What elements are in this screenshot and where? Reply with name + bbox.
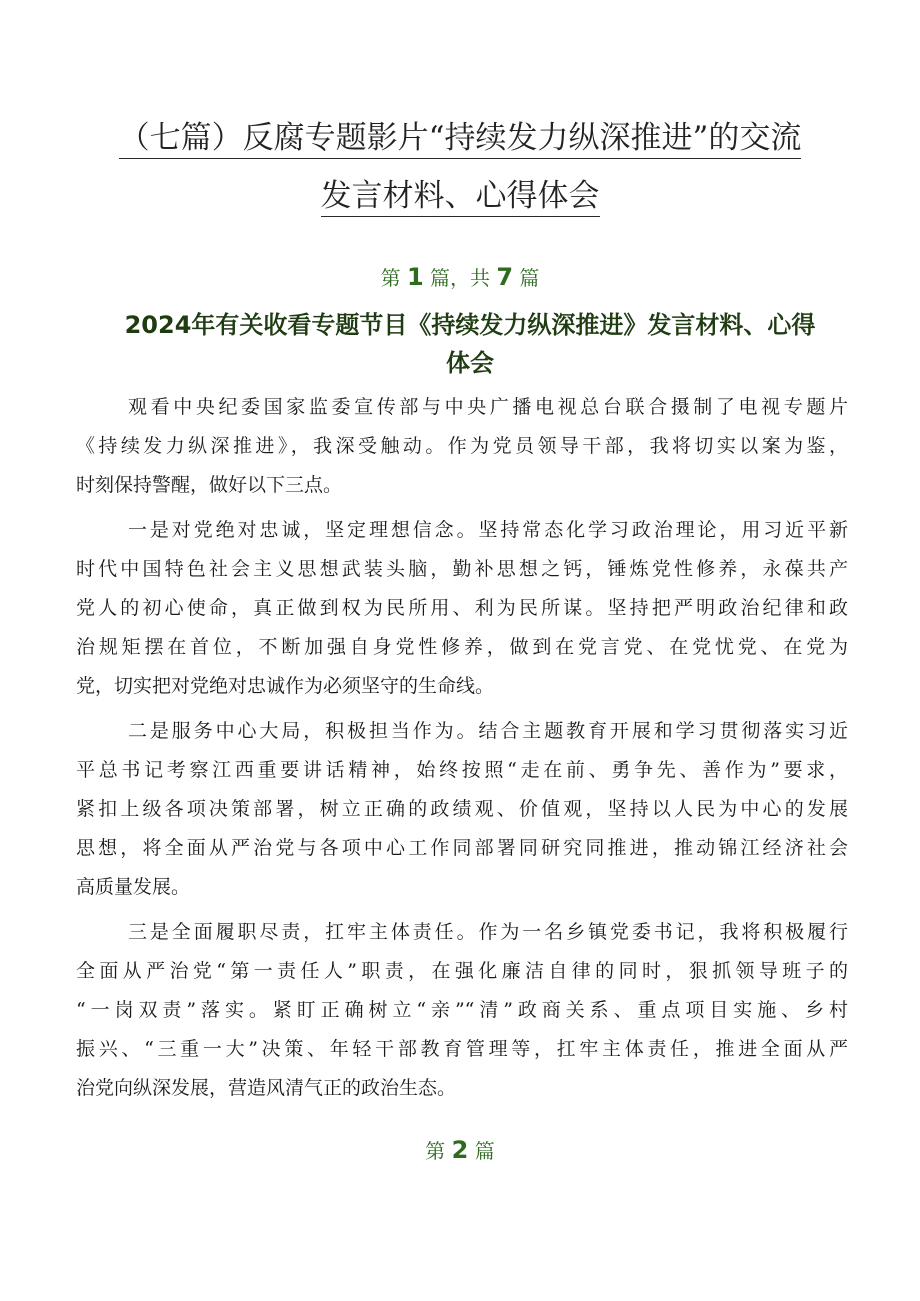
paragraph-line: “一岗双责”落实。紧盯正确树立“亲”“清”政商关系、重点项目实施、乡村 [76,999,848,1021]
paragraph-line: 紧扣上级各项决策部署，树立正确的政绩观、价值观，坚持以人民为中心的发展 [76,798,848,820]
section-suffix: 篇 [474,1139,495,1163]
paragraph-line: 《持续发力纵深推进》，我深受触动。作为党员领导干部，我将切实以案为鉴， [76,435,848,457]
document-title-line: 发言材料、心得体会 [60,170,860,222]
paragraph-line: 振兴、“三重一大”决策、年轻干部教育管理等，扛牢主体责任，推进全面从严 [76,1038,848,1060]
paragraph-line: 高质量发展。 [76,876,191,898]
document-title-line: （七篇）反腐专题影片“持续发力纵深推进”的交流 [60,112,860,164]
section-marker-2 [0,1135,920,1164]
section-suffix: 篇，共 [430,266,490,290]
article-title-line: 体会 [446,349,494,377]
paragraph-line: 思想，将全面从严治党与各项中心工作同部署同研究同推进，推动锦江经济社会 [76,837,848,859]
paragraph-line: 时代中国特色社会主义思想武装头脑，勤补思想之钙，锤炼党性修养，永葆共产 [76,558,848,580]
paragraph-4 [76,913,848,1108]
section-marker-1 [0,262,920,291]
paragraph-3 [76,712,848,907]
paragraph-line: 治党向纵深发展，营造风清气正的政治生态。 [76,1077,457,1099]
paragraph-line: 观看中央纪委国家监委宣传部与中央广播电视总台联合摄制了电视专题片 [128,396,848,418]
section-suffix2: 篇 [519,266,540,290]
section-number: 2 [451,1136,469,1164]
paragraph-line: 党，切实把对党绝对忠诚作为必须坚守的生命线。 [76,675,495,697]
paragraph-line: 三是全面履职尽责，扛牢主体责任。作为一名乡镇党委书记，我将积极履行 [128,921,848,943]
section-number: 1 [406,263,424,291]
paragraph-line: 时刻保持警醒，做好以下三点。 [76,474,343,496]
article-title-line: 2024年有关收看专题节目《持续发力纵深推进》发言材料、心得 [124,311,816,339]
document-title [60,112,860,222]
paragraph-line: 二是服务中心大局，积极担当作为。结合主题教育开展和学习贯彻落实习近 [128,720,848,742]
paragraph-line: 党人的初心使命，真正做到权为民所用、利为民所谋。坚持把严明政治纪律和政 [76,597,848,619]
paragraph-line: 一是对党绝对忠诚，坚定理想信念。坚持常态化学习政治理论，用习近平新 [128,519,848,541]
article-title [100,306,840,382]
paragraph-line: 治规矩摆在首位，不断加强自身党性修养，做到在党言党、在党忧党、在党为 [76,636,848,658]
paragraph-2 [76,511,848,706]
section-prefix: 第 [380,266,401,290]
paragraph-line: 全面从严治党“第一责任人”职责，在强化廉洁自律的同时，狠抓领导班子的 [76,960,848,982]
section-prefix: 第 [425,1139,446,1163]
paragraph-line: 平总书记考察江西重要讲话精神，始终按照“走在前、勇争先、善作为”要求， [76,759,848,781]
article-body [76,388,848,1108]
paragraph-1 [76,388,848,505]
section-total: 7 [496,263,514,291]
